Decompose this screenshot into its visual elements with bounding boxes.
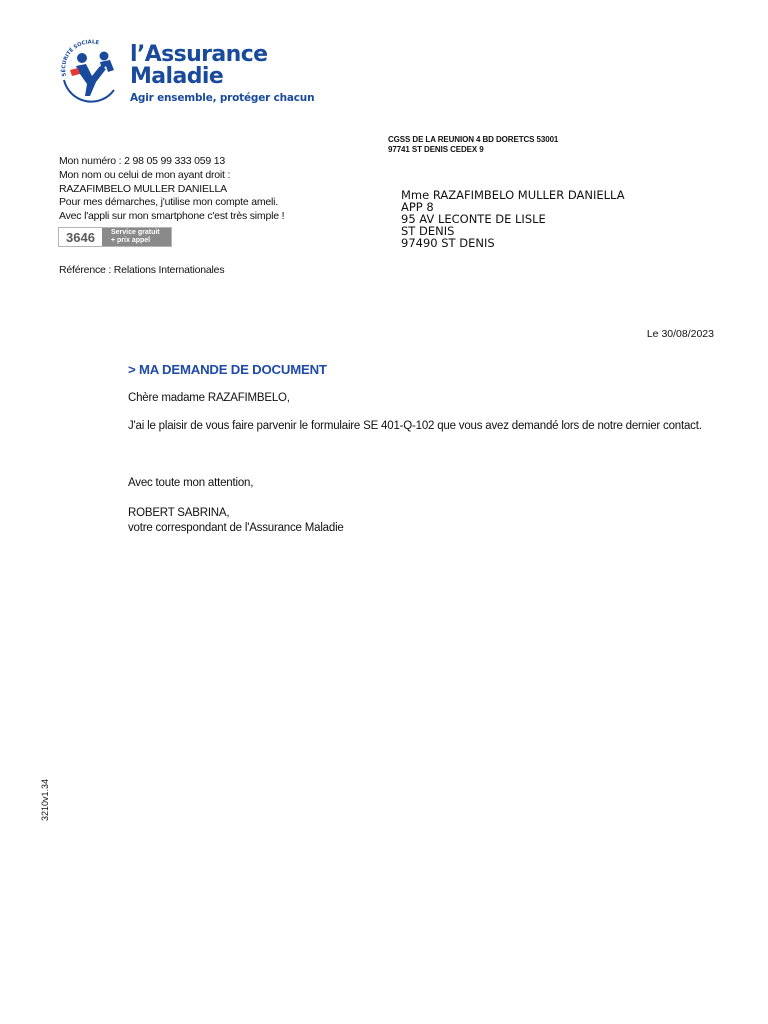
- securite-sociale-emblem-icon: [56, 36, 128, 104]
- phone-pricing: [102, 228, 171, 246]
- logo-ring-text: SÉCURITÉ SOCIALE: [61, 39, 100, 77]
- letter-salutation: Chère madame RAZAFIMBELO,: [128, 392, 290, 404]
- ayant-droit-name: RAZAFIMBELO MULLER DANIELLA: [59, 182, 227, 195]
- beneficiary-number: Mon numéro : 2 98 05 99 333 059 13: [59, 155, 225, 167]
- recipient-address: [401, 189, 625, 249]
- phone-number: 3646: [66, 229, 95, 245]
- beneficiary-info: [59, 155, 284, 224]
- logo-tagline: Agir ensemble, protéger chacun: [130, 92, 315, 104]
- phone-pricing-line1: Service gratuit: [111, 229, 160, 236]
- sender-line2: 97741 ST DENIS CEDEX 9: [388, 145, 484, 154]
- recipient-line4: ST DENIS: [401, 224, 455, 238]
- signature-name: ROBERT SABRINA,: [128, 507, 230, 519]
- letter-closing: Avec toute mon attention,: [128, 477, 254, 489]
- recipient-line2: APP 8: [401, 200, 434, 214]
- signature-role: votre correspondant de l'Assurance Maladie: [128, 522, 344, 534]
- letter-signature: [128, 506, 344, 536]
- letter-subject: > MA DEMANDE DE DOCUMENT: [128, 362, 327, 377]
- logo-title-line1: l’Assurance: [130, 42, 268, 67]
- recipient-line5: 97490 ST DENIS: [401, 236, 495, 250]
- letter-date: Le 30/08/2023: [646, 328, 714, 340]
- logo-title-line2: Maladie: [130, 64, 224, 89]
- document-code: 3210v1.34: [40, 778, 50, 822]
- phone-3646-badge: [58, 227, 172, 247]
- recipient-line3: 95 AV LECONTE DE LISLE: [401, 212, 546, 226]
- ameli-app-text: Avec l'appli sur mon smartphone c'est très simple !: [59, 210, 285, 223]
- sender-address: [388, 135, 558, 155]
- recipient-line1: Mme RAZAFIMBELO MULLER DANIELLA: [401, 188, 625, 202]
- assurance-maladie-logo: [56, 36, 315, 108]
- ayant-droit-label: Mon nom ou celui de mon ayant droit :: [59, 168, 231, 181]
- logo-title: [130, 44, 268, 88]
- phone-pricing-line2: + prix appel: [111, 236, 151, 244]
- reference: Référence : Relations Internationales: [59, 264, 225, 276]
- ameli-account-text: Pour mes démarches, j'utilise mon compte ameli.: [59, 196, 279, 209]
- letter-paragraph: J'ai le plaisir de vous faire parvenir le formulaire SE 401-Q-102 que vous avez demandé lors de notre dernier contact.: [128, 420, 702, 432]
- sender-line1: CGSS DE LA REUNION 4 BD DORETCS 53001: [388, 135, 559, 144]
